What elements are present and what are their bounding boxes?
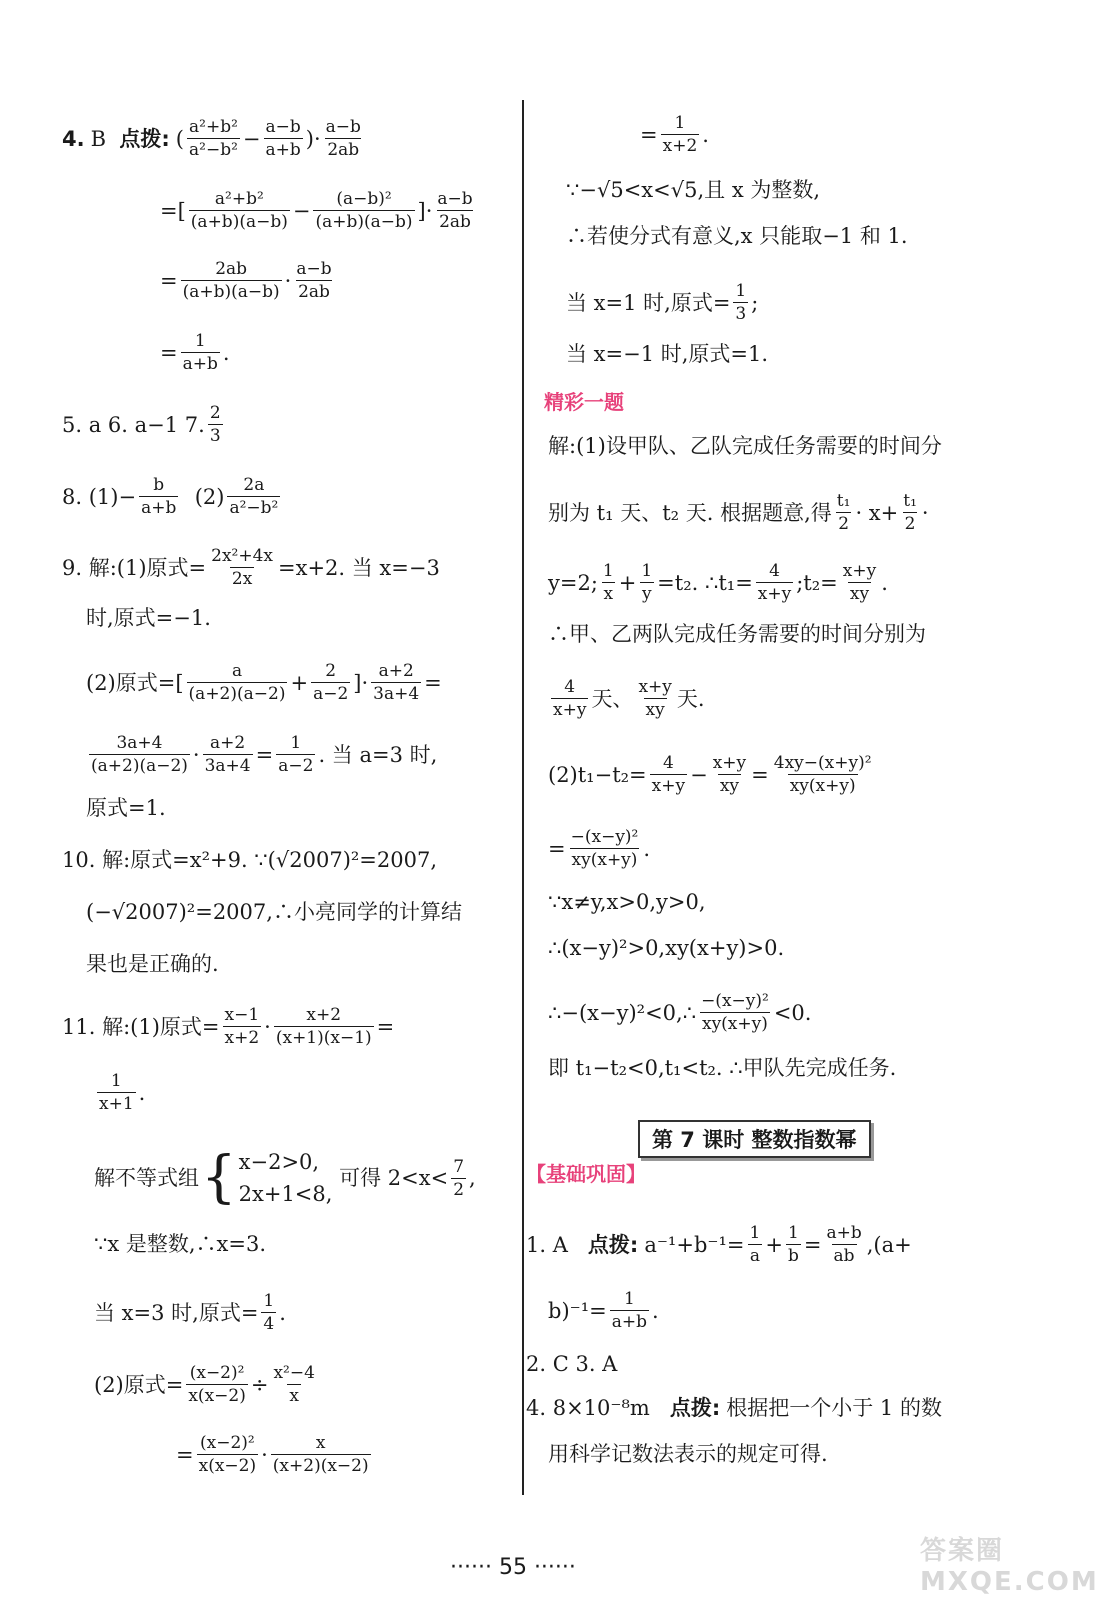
q9-line5: 原式=1.: [86, 796, 166, 820]
s-line1: 解:(1)设甲队、乙队完成任务需要的时间分: [548, 434, 942, 458]
s-line2: 别为 t₁ 天、t₂ 天. 根据题意,得 $\frac{\text{t₁}}{2}$ · x+ $\frac{\text{t₁}}{2}$ ·: [548, 491, 929, 534]
b-line3: 2. C 3. A: [526, 1352, 618, 1376]
q11-int: ∵x 是整数,∴x=3.: [94, 1232, 267, 1256]
column-divider: [522, 100, 524, 1495]
r-line2: ∵−√5<x<√5,且 x 为整数,: [566, 178, 821, 202]
q4-line1: 4. B 点拨: ( $\frac{\text{a²+b²}}{\text{a²−b²}}$ − $\frac{a-b}{a+b}$ )· $\frac{a-b}{2ab}$: [62, 117, 361, 160]
lesson-title: 第 7 课时 整数指数幂: [638, 1120, 871, 1158]
s-line6: (2)t₁−t₂= $\frac{4}{x+y}$ − $\frac{x+y}{xy}$ = $\frac{\text{4xy−(x+y)²}}{xy(x+y)}$: [548, 753, 872, 796]
page-number: ······ 55 ······: [450, 1555, 576, 1580]
q9-line1: 9. 解:(1)原式= $\frac{\text{2x²+4x}}{2x}$ =x+2. 当 x=−3: [62, 546, 440, 589]
q11-2-line1: (2)原式= $\frac{\text{(x−2)²}}{x(x-2)}$ ÷ $\frac{\text{x²−4}}{x}$: [94, 1363, 315, 1406]
r-line4: 当 x=1 时,原式= $\frac{1}{3}$ ;: [566, 281, 759, 324]
b-line4: 4. 8×10⁻⁸m 点拨: 根据把一个小于 1 的数: [526, 1396, 942, 1420]
q10-line2: (−√2007)²=2007,∴小亮同学的计算结: [86, 900, 462, 924]
s-line3: y=2; $\frac{1}{x}$ + $\frac{1}{y}$ =t₂. ∴t₁= $\frac{4}{x+y}$ ;t₂= $\frac{x+y}{xy}$ .: [548, 561, 888, 604]
b-line2: b)⁻¹= $\frac{1}{a+b}$ .: [548, 1289, 659, 1332]
s-line4: ∴甲、乙两队完成任务需要的时间分别为: [548, 622, 926, 646]
b-line5: 用科学记数法表示的规定可得.: [548, 1442, 828, 1466]
q9-line4: $\frac{3a+4}{(a+2)(a-2)}$ · $\frac{a+2}{3a+4}$ = $\frac{1}{a-2}$ . 当 a=3 时,: [91, 733, 438, 776]
section-title-jingcai: 精彩一题: [544, 390, 624, 414]
s-line9: ∴(x−y)²>0,xy(x+y)>0.: [548, 936, 785, 960]
q10-line1: 10. 解:原式=x²+9. ∵(√2007)²=2007,: [62, 848, 438, 872]
r-line1: = $\frac{1}{x+2}$ .: [640, 113, 709, 156]
s-line11: 即 t₁−t₂<0,t₁<t₂. ∴甲队先完成任务.: [548, 1056, 897, 1080]
r-line5: 当 x=−1 时,原式=1.: [566, 342, 769, 366]
q8: 8. (1)− $\frac{b}{a+b}$ (2) $\frac{2a}{\text{a²−b²}}$: [62, 475, 279, 518]
q11-ineq: 解不等式组 { x−2>0, 2x+1<8, 可得 2<x< $\frac{7}{2}$ ,: [94, 1145, 476, 1210]
b-line1: 1. A 点拨: a⁻¹+b⁻¹= $\frac{1}{a}$ + $\frac{1}{b}$ = $\frac{a+b}{ab}$ ,(a+: [526, 1223, 912, 1266]
s-line8: ∵x≠y,x>0,y>0,: [548, 890, 706, 914]
q11-2-line2: = $\frac{\text{(x−2)²}}{x(x-2)}$ · $\frac{x}{(x+2)(x-2)}$: [176, 1433, 369, 1476]
s-line10: ∴−(x−y)²<0,∴ $\frac{\text{−(x−y)²}}{xy(x+y)}$ <0.: [548, 991, 812, 1034]
q10-line3: 果也是正确的.: [86, 952, 219, 976]
q4-line3: = $\frac{2ab}{(a+b)(a-b)}$ · $\frac{a-b}{2ab}$: [160, 259, 332, 302]
s-line7: = $\frac{\text{−(x−y)²}}{xy(x+y)}$ .: [548, 827, 651, 870]
q4-line2: =[ $\frac{\text{a²+b²}}{(a+b)(a-b)}$ − $\frac{\text{(a−b)²}}{(a+b)(a-b)}$ ]· $\frac{a-b}{2ab}$: [160, 189, 473, 232]
q9-line2: 时,原式=−1.: [86, 606, 211, 630]
r-line3: ∴若使分式有意义,x 只能取−1 和 1.: [566, 224, 908, 248]
q11-when: 当 x=3 时,原式= $\frac{1}{4}$ .: [94, 1291, 286, 1334]
s-line5: $\frac{4}{x+y}$ 天、 $\frac{x+y}{xy}$ 天.: [553, 677, 705, 720]
q11-line2: $\frac{1}{x+1}$ .: [99, 1071, 146, 1114]
q9-line3: (2)原式= [ $\frac{a}{(a+2)(a-2)}$ + $\frac{2}{a-2}$ ]· $\frac{a+2}{3a+4}$ =: [86, 661, 442, 704]
q4-line4: = $\frac{1}{a+b}$ .: [160, 331, 230, 374]
watermark: 答案圈 MXQE.COM: [920, 1536, 1099, 1597]
q5-7: 5. a 6. a−1 7. $\frac{2}{3}$: [62, 403, 221, 446]
section-title-jichu: 【基础巩固】: [526, 1162, 646, 1186]
q11-line1: 11. 解:(1)原式= $\frac{x-1}{x+2}$ · $\frac{x+2}{(x+1)(x-1)}$ =: [62, 1005, 395, 1048]
